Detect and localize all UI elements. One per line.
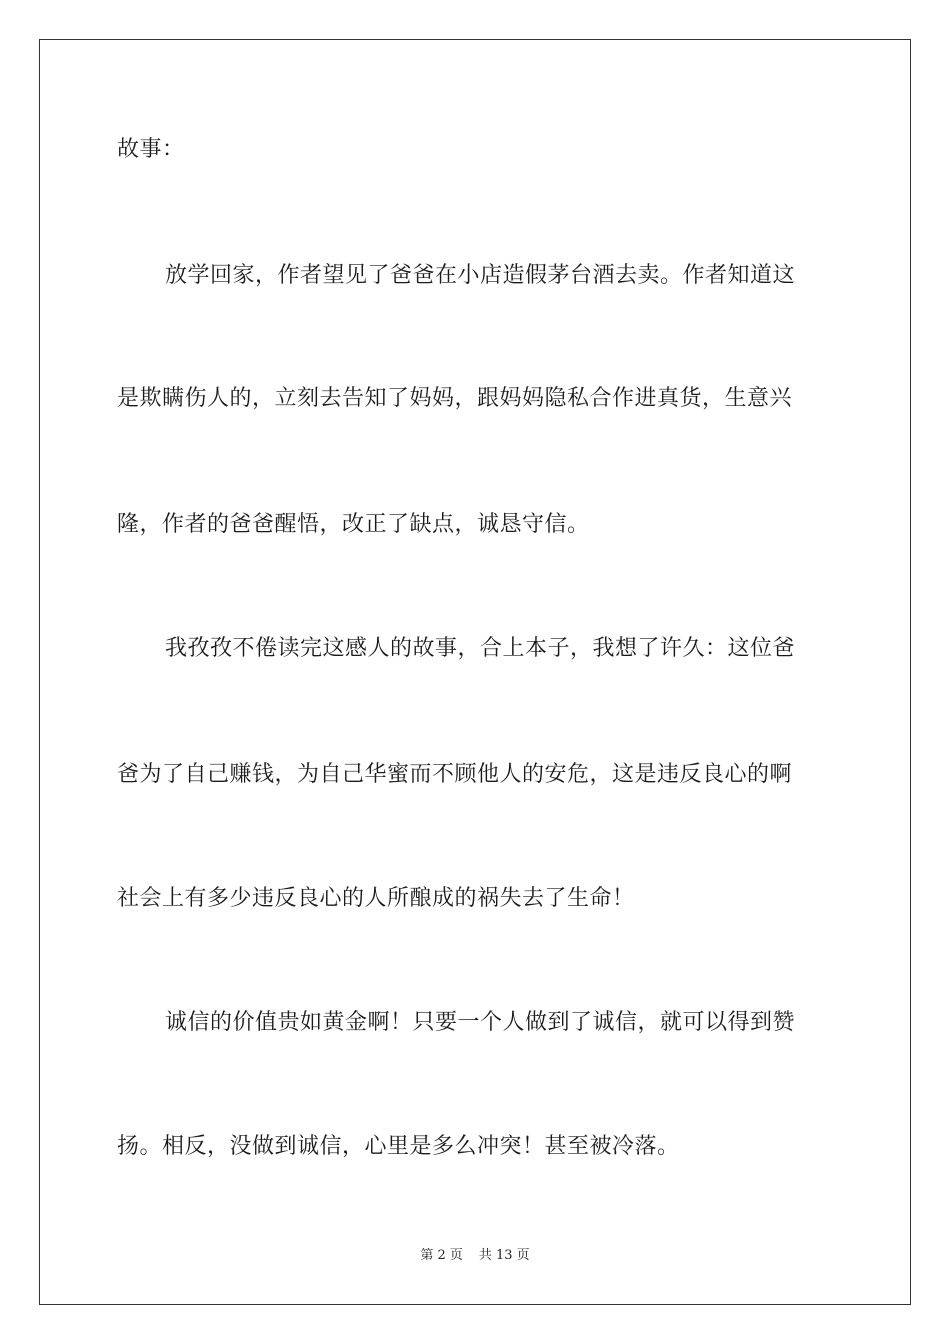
- text-line: 爸为了自己赚钱，为自己华蜜而不顾他人的安危，这是违反良心的啊: [117, 762, 793, 787]
- page-border: [39, 39, 911, 1305]
- total-pages: 共 13 页: [478, 1248, 530, 1263]
- text-line: 故事：: [117, 137, 185, 162]
- text-line: 扬。相反，没做到诚信，心里是多么冲突！甚至被冷落。: [117, 1134, 680, 1159]
- page-footer: [0, 1247, 950, 1265]
- page-number: 第 2 页: [420, 1248, 463, 1263]
- paragraph-start: 放学回家，作者望见了爸爸在小店造假茅台酒去卖。作者知道这: [165, 263, 796, 288]
- text-line: 是欺瞒伤人的，立刻去告知了妈妈，跟妈妈隐私合作进真货，生意兴: [117, 386, 793, 411]
- text-line: 社会上有多少违反良心的人所酿成的祸失去了生命！: [117, 886, 635, 911]
- paragraph-start: 诚信的价值贵如黄金啊！只要一个人做到了诚信，就可以得到赞: [165, 1010, 796, 1035]
- text-line: 隆，作者的爸爸醒悟，改正了缺点，诚恳守信。: [117, 512, 590, 537]
- paragraph-start: 我孜孜不倦读完这感人的故事，合上本子，我想了许久：这位爸: [165, 636, 796, 661]
